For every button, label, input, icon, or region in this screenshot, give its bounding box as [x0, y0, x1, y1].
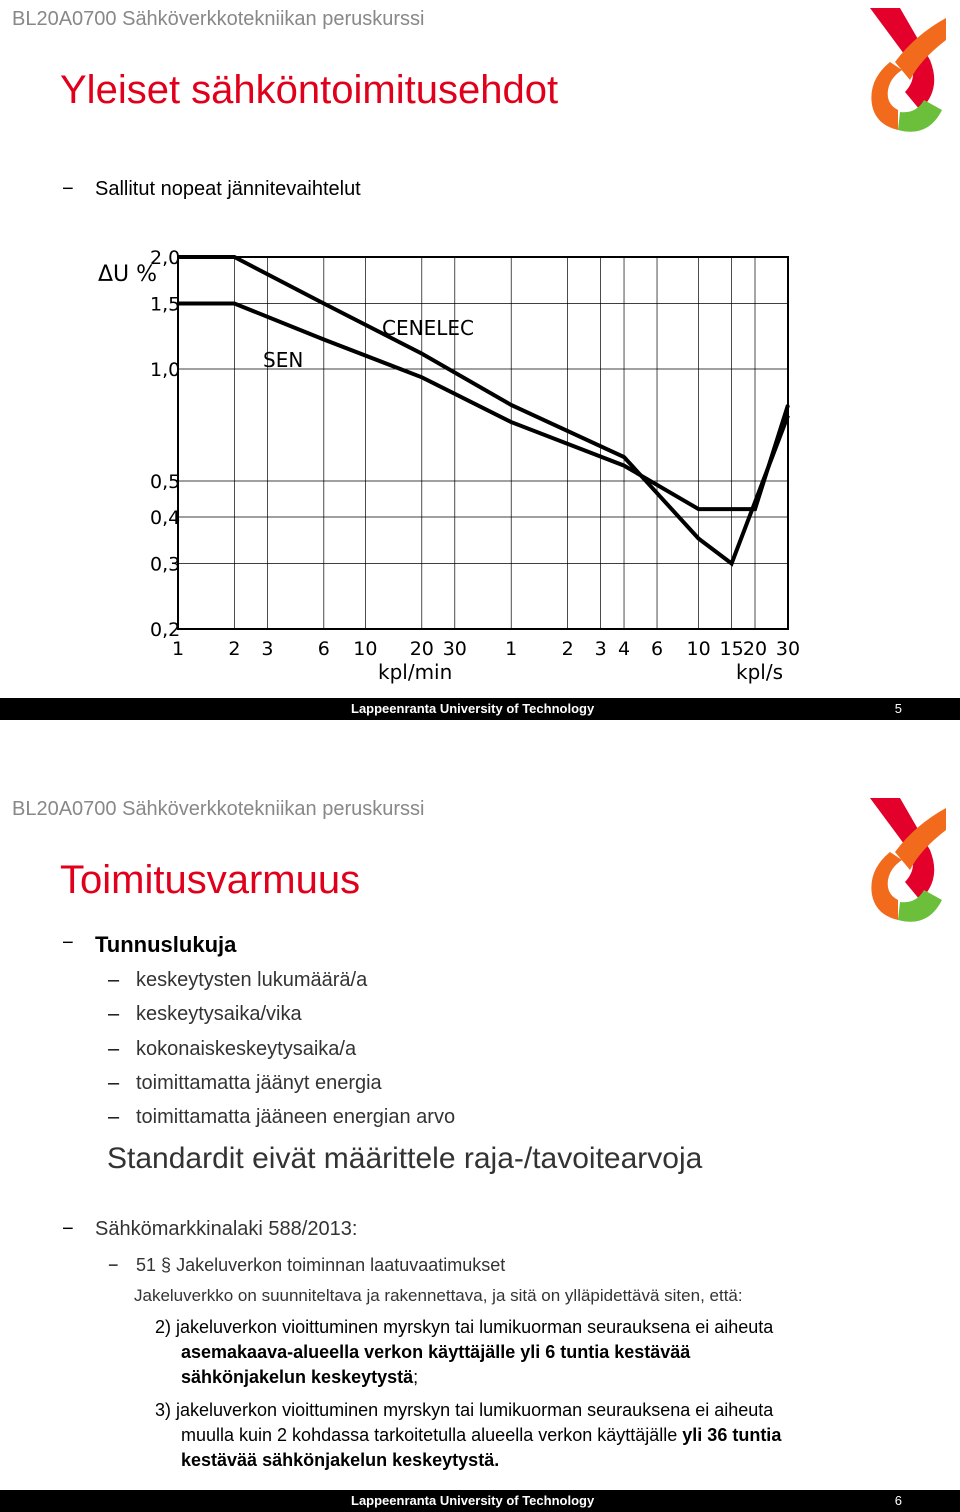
bullet-dash: −	[62, 932, 74, 954]
paragraph-3-line-3: kestävää sähkönjakelun keskeytystä.	[181, 1450, 500, 1470]
x-tick-label: 6	[317, 638, 330, 660]
x-tick-label: 2	[228, 638, 241, 660]
section-sign: §	[161, 1255, 172, 1275]
slide-6	[0, 790, 960, 1512]
x-tick-label: 6	[650, 638, 664, 660]
sub-dash: –	[108, 1038, 120, 1060]
voltage-fluctuation-chart	[90, 245, 810, 690]
paragraph-2-line-1: 2) jakeluverkon vioittuminen myrskyn tai lumikuorman seurauksena ei aiheuta	[155, 1317, 774, 1337]
list-item: toimittamatta jääneen energian arvo	[136, 1106, 456, 1128]
x-tick-label: 1	[171, 638, 185, 660]
x-unit-per-s: kpl/s	[736, 660, 783, 684]
section-title: Jakeluverkon toiminnan laatuvaatimukset	[176, 1255, 506, 1275]
heading-tunnuslukuja: Tunnuslukuja	[95, 932, 237, 957]
footer-org: Lappeenranta University of Technology	[351, 701, 595, 716]
x-tick-label: 20	[742, 638, 768, 660]
paragraph-2-bold: sähkönjakelun keskeytystä	[181, 1367, 414, 1387]
paragraph-2-line-3	[181, 1367, 418, 1388]
paragraph-2-semicolon: ;	[413, 1367, 419, 1387]
x-tick-labels	[172, 638, 800, 660]
footer	[0, 698, 960, 720]
x-tick-label: 4	[617, 638, 631, 660]
x-tick-label: 2	[561, 638, 574, 660]
y-tick-label: 0,4	[150, 507, 181, 530]
footer-org: Lappeenranta University of Technology	[351, 1493, 595, 1508]
x-tick-label: 3	[594, 638, 607, 660]
x-tick-label: 1	[505, 638, 518, 660]
sub-dash: –	[108, 1072, 120, 1094]
x-tick-label: 15	[719, 638, 744, 660]
x-tick-label: 20	[409, 638, 434, 660]
series-line-sen	[178, 304, 788, 510]
page-number: 5	[894, 701, 902, 716]
sub-dash: –	[108, 1106, 120, 1128]
series-label-cenelec: CENELEC	[382, 316, 474, 340]
paragraph-2-line-2: asemakaava-alueella verkon käyttäjälle yli 6 tuntia kestävää	[181, 1342, 691, 1362]
x-tick-label: 3	[261, 638, 274, 660]
standards-note: Standardit eivät määrittele raja-/tavoitearvoja	[107, 1142, 703, 1175]
sub-dash: −	[108, 1255, 119, 1275]
y-tick-label: 1,0	[150, 358, 181, 381]
paragraph-3-bold: yli 36 tuntia	[682, 1425, 782, 1445]
intro-text: Jakeluverkko on suunniteltava ja rakennettava, ja sitä on ylläpidettävä siten, että:	[134, 1286, 743, 1305]
grid	[178, 257, 788, 629]
course-title: BL20A0700 Sähköverkkotekniikan peruskurssi	[12, 798, 425, 820]
law-reference: Sähkömarkkinalaki 588/2013:	[95, 1218, 358, 1240]
y-tick-label: 0,5	[150, 470, 181, 493]
page-number: 6	[894, 1493, 902, 1508]
section-heading	[136, 1255, 505, 1276]
y-tick-label: 0,2	[150, 619, 181, 641]
series-label-sen: SEN	[263, 348, 304, 372]
x-tick-label: 30	[775, 638, 801, 660]
bullet-text: Sallitut nopeat jännitevaihtelut	[95, 178, 361, 200]
y-tick-label: 1,5	[150, 293, 181, 316]
paragraph-3-text: muulla kuin 2 kohdassa tarkoitetulla alueella verkon käyttäjälle	[181, 1425, 683, 1445]
paragraph-3-line-1: 3) jakeluverkon vioittuminen myrskyn tai lumikuorman seurauksena ei aiheuta	[155, 1400, 774, 1420]
x-tick-label: 10	[686, 638, 711, 660]
section-number: 51	[136, 1255, 157, 1275]
x-tick-label: 10	[353, 638, 378, 660]
x-tick-label: 30	[442, 638, 467, 660]
footer	[0, 1490, 960, 1512]
slide-title: Toimitusvarmuus	[60, 858, 361, 902]
paragraph-3-line-2	[181, 1425, 781, 1446]
bullet-dash: −	[62, 178, 74, 200]
list-item: kokonaiskeskeytysaika/a	[136, 1038, 357, 1060]
x-unit-per-min: kpl/min	[378, 660, 453, 684]
sub-dash: –	[108, 969, 120, 991]
lut-logo	[860, 790, 946, 930]
slide-title: Yleiset sähköntoimitusehdot	[60, 68, 559, 112]
bullet-dash: −	[62, 1218, 74, 1240]
list-item: keskeytysaika/vika	[136, 1003, 302, 1025]
lut-logo	[860, 0, 946, 140]
y-tick-labels	[150, 247, 180, 641]
y-tick-label: 2,0	[150, 247, 181, 269]
series-line-cenelec	[178, 257, 788, 564]
y-axis-label: ΔU %	[98, 262, 158, 287]
list-item: toimittamatta jäänyt energia	[136, 1072, 382, 1094]
list-item: keskeytysten lukumäärä/a	[136, 969, 368, 991]
plot-frame	[178, 257, 788, 629]
y-tick-label: 0,3	[150, 553, 181, 576]
slide-5	[0, 0, 960, 720]
sub-dash: –	[108, 1003, 120, 1025]
course-title: BL20A0700 Sähköverkkotekniikan peruskurssi	[12, 8, 425, 30]
